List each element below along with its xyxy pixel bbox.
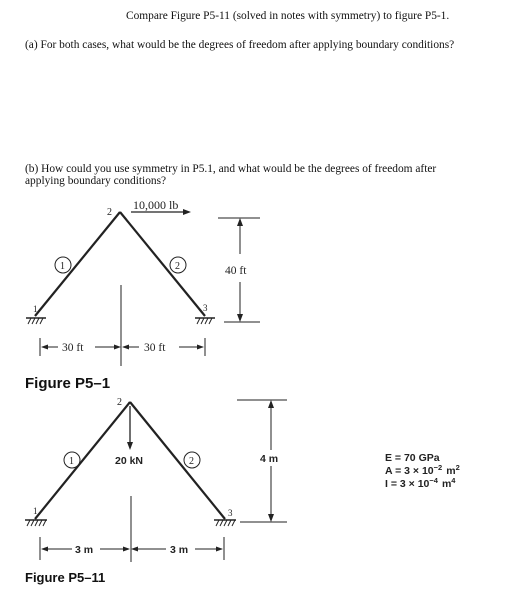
figure-p5-11-caption: Figure P5–11 — [25, 570, 106, 585]
property-i: $I = 3 \times 10^{-4}$ $m^4$ — [385, 476, 456, 490]
p5-11-span-right-label: 3 m — [170, 544, 189, 556]
p5-1-support-left — [26, 318, 46, 324]
part-b-question-line1: (b) How could you use symmetry in P5.1, and what would be the degrees of freedom after — [25, 163, 437, 175]
figure-p5-1-caption: Figure P5–1 — [25, 375, 111, 392]
figure-p5-1-diagram — [25, 198, 295, 393]
property-a: $A = 3 \times 10^{-2}$ $m^2$ — [385, 463, 460, 477]
p5-11-material-properties — [385, 452, 460, 490]
svg-text:1: 1 — [69, 456, 74, 467]
part-a-question: (a) For both cases, what would be the degrees of freedom after applying boundary conditions? — [25, 39, 455, 51]
p5-1-span-left-label: 30 ft — [62, 342, 84, 354]
p5-1-node-2-label: 2 — [107, 207, 112, 218]
p5-11-support-left — [25, 520, 47, 526]
p5-1-height-label: 40 ft — [225, 265, 247, 277]
p5-1-member-left — [35, 212, 120, 316]
p5-1-support-right — [195, 318, 215, 324]
p5-1-node-1-label: 1 — [33, 304, 38, 314]
p5-11-node-1-label: 1 — [33, 506, 38, 516]
svg-text:1: 1 — [60, 261, 65, 272]
problem-heading: Compare Figure P5-11 (solved in notes with symmetry) to figure P5-1. — [126, 10, 450, 22]
p5-11-node-2-label: 2 — [117, 397, 122, 408]
p5-11-height-label: 4 m — [260, 453, 279, 465]
p5-11-node-3-label: 3 — [228, 508, 233, 518]
p5-1-load-label: 10,000 lb — [133, 198, 179, 212]
p5-11-load-label: 20 kN — [115, 455, 144, 467]
p5-1-node-3-label: 3 — [203, 303, 208, 313]
figure-p5-11-diagram — [25, 392, 495, 562]
svg-text:2: 2 — [189, 456, 194, 467]
svg-text:2: 2 — [175, 261, 180, 272]
p5-11-span-left-label: 3 m — [75, 544, 94, 556]
p5-1-member-right — [120, 212, 205, 316]
p5-1-span-right-label: 30 ft — [144, 342, 166, 354]
p5-11-member-right — [130, 402, 225, 519]
part-b-question-line2: applying boundary conditions? — [25, 175, 167, 187]
p5-11-support-right — [214, 520, 236, 526]
property-e: E = 70 GPa — [385, 452, 440, 464]
